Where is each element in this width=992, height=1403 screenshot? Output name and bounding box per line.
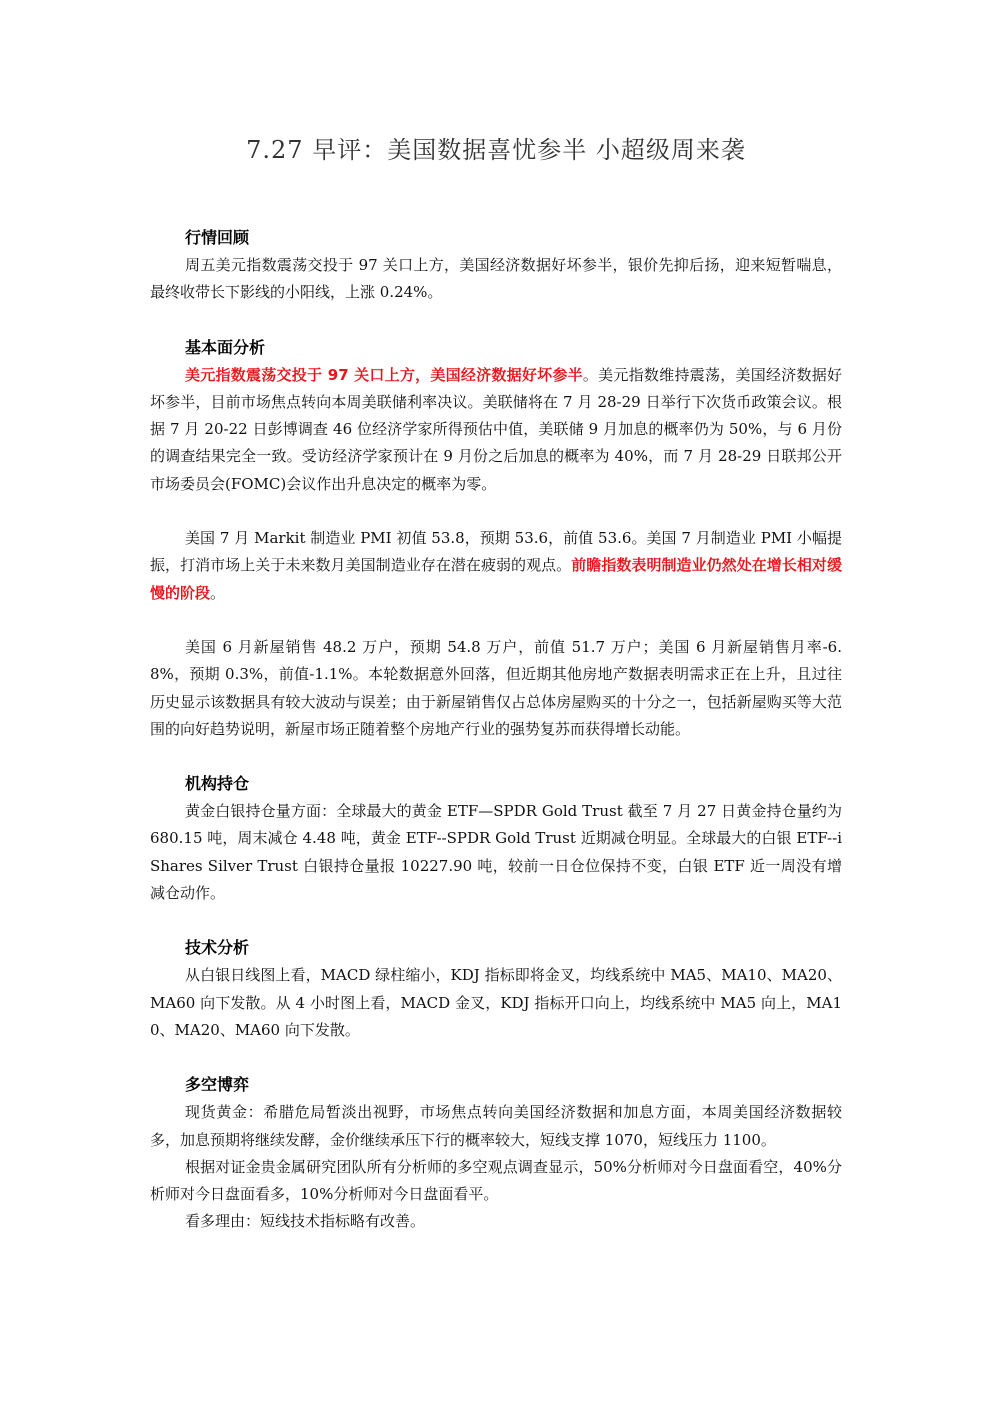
technical-paragraph: 从白银日线图上看，MACD 绿柱缩小，KDJ 指标即将金叉，均线系统中 MA5、MA10、MA20、MA60 向下发散。从 4 小时图上看，MACD 金叉，KDJ 指标开口向上，均线系统中 MA5 向上，MA10、MA20、MA60 向下发散。 bbox=[150, 966, 842, 1039]
highlight-text: 前瞻指数表明制造业仍然处在增长相对缓慢的阶段 bbox=[150, 556, 842, 602]
paragraph-text: 。美元指数维持震荡，美国经济数据好坏参半，目前市场焦点转向本周美联储利率决议。美联储将在 7 月 28-29 日举行下次货币政策会议。根据 7 月 20-22 日彭博调查 46 位经济学家所得预估中值，美联储 9 月加息的概率仍为 50%，与 6 月份的调查结果完全一致。受访经济学家预计在 9 月份之后加息的概率为 40%，而 7 月 28-29 日联邦公开市场委员会(FOMC)会议作出升息决定的概率为零。 bbox=[150, 365, 842, 493]
section-heading-battle: 多空博弈 bbox=[185, 1075, 250, 1095]
highlight-text: 美元指数震荡交投于 97 关口上方，美国经济数据好坏参半 bbox=[185, 365, 583, 384]
positions-paragraph: 黄金白银持仓量方面：全球最大的黄金 ETF—SPDR Gold Trust 截至 7 月 27 日黄金持仓量约为 680.15 吨，周末减仓 4.48 吨，黄金 ETF--SPDR Gold Trust 近期减仓明显。全球最大的白银 ETF--iShares Silver Trust 白银持仓量报 10227.90 吨，较前一日仓位保持不变，白银 ETF 近一周没有增减仓动作。 bbox=[150, 802, 842, 903]
section-heading-fundamental: 基本面分析 bbox=[185, 337, 266, 357]
paragraph-text: 美国 7 月 Markit 制造业 PMI 初值 53.8，预期 53.6，前值 53.6。美国 7 月制造业 PMI 小幅提振，打消市场上关于未来数月美国制造业存在潜在疲弱的观点。 bbox=[150, 529, 842, 575]
section-heading-positions: 机构持仓 bbox=[185, 774, 250, 794]
section-heading-review: 行情回顾 bbox=[185, 228, 250, 247]
document-body bbox=[150, 224, 842, 1236]
page-title: 7.27 早评：美国数据喜忧参半 小超级周来袭 bbox=[246, 136, 746, 164]
review-paragraph: 周五美元指数震荡交投于 97 关口上方，美国经济数据好坏参半，银价先抑后扬，迎来短暂喘息，最终收带长下影线的小阳线，上涨 0.24%。 bbox=[150, 256, 842, 302]
fundamental-paragraph-1 bbox=[150, 362, 842, 498]
battle-paragraph-1: 现货黄金：希腊危局暂淡出视野，市场焦点转向美国经济数据和加息方面，本周美国经济数据较多，加息预期将继续发酵，金价继续承压下行的概率较大，短线支撑 1070，短线压力 1100。 bbox=[150, 1103, 842, 1149]
fundamental-paragraph-3: 美国 6 月新屋销售 48.2 万户，预期 54.8 万户，前值 51.7 万户；美国 6 月新屋销售月率-6.8%，预期 0.3%，前值-1.1%。本轮数据意外回落，但近期其他房地产数据表明需求正在上升，且过往历史显示该数据具有较大波动与误差；由于新屋销售仅占总体房屋购买的十分之一，包括新屋购买等大范围的向好趋势说明，新屋市场正随着整个房地产行业的强势复苏而获得增长动能。 bbox=[150, 637, 842, 738]
fundamental-paragraph-2 bbox=[150, 525, 842, 607]
battle-paragraph-3: 看多理由：短线技术指标略有改善。 bbox=[185, 1212, 426, 1231]
battle-paragraph-2: 根据对证金贵金属研究团队所有分析师的多空观点调查显示，50%分析师对今日盘面看空，40%分析师对今日盘面看多，10%分析师对今日盘面看平。 bbox=[150, 1157, 842, 1204]
section-heading-technical: 技术分析 bbox=[185, 938, 250, 958]
paragraph-end: 。 bbox=[210, 583, 226, 602]
